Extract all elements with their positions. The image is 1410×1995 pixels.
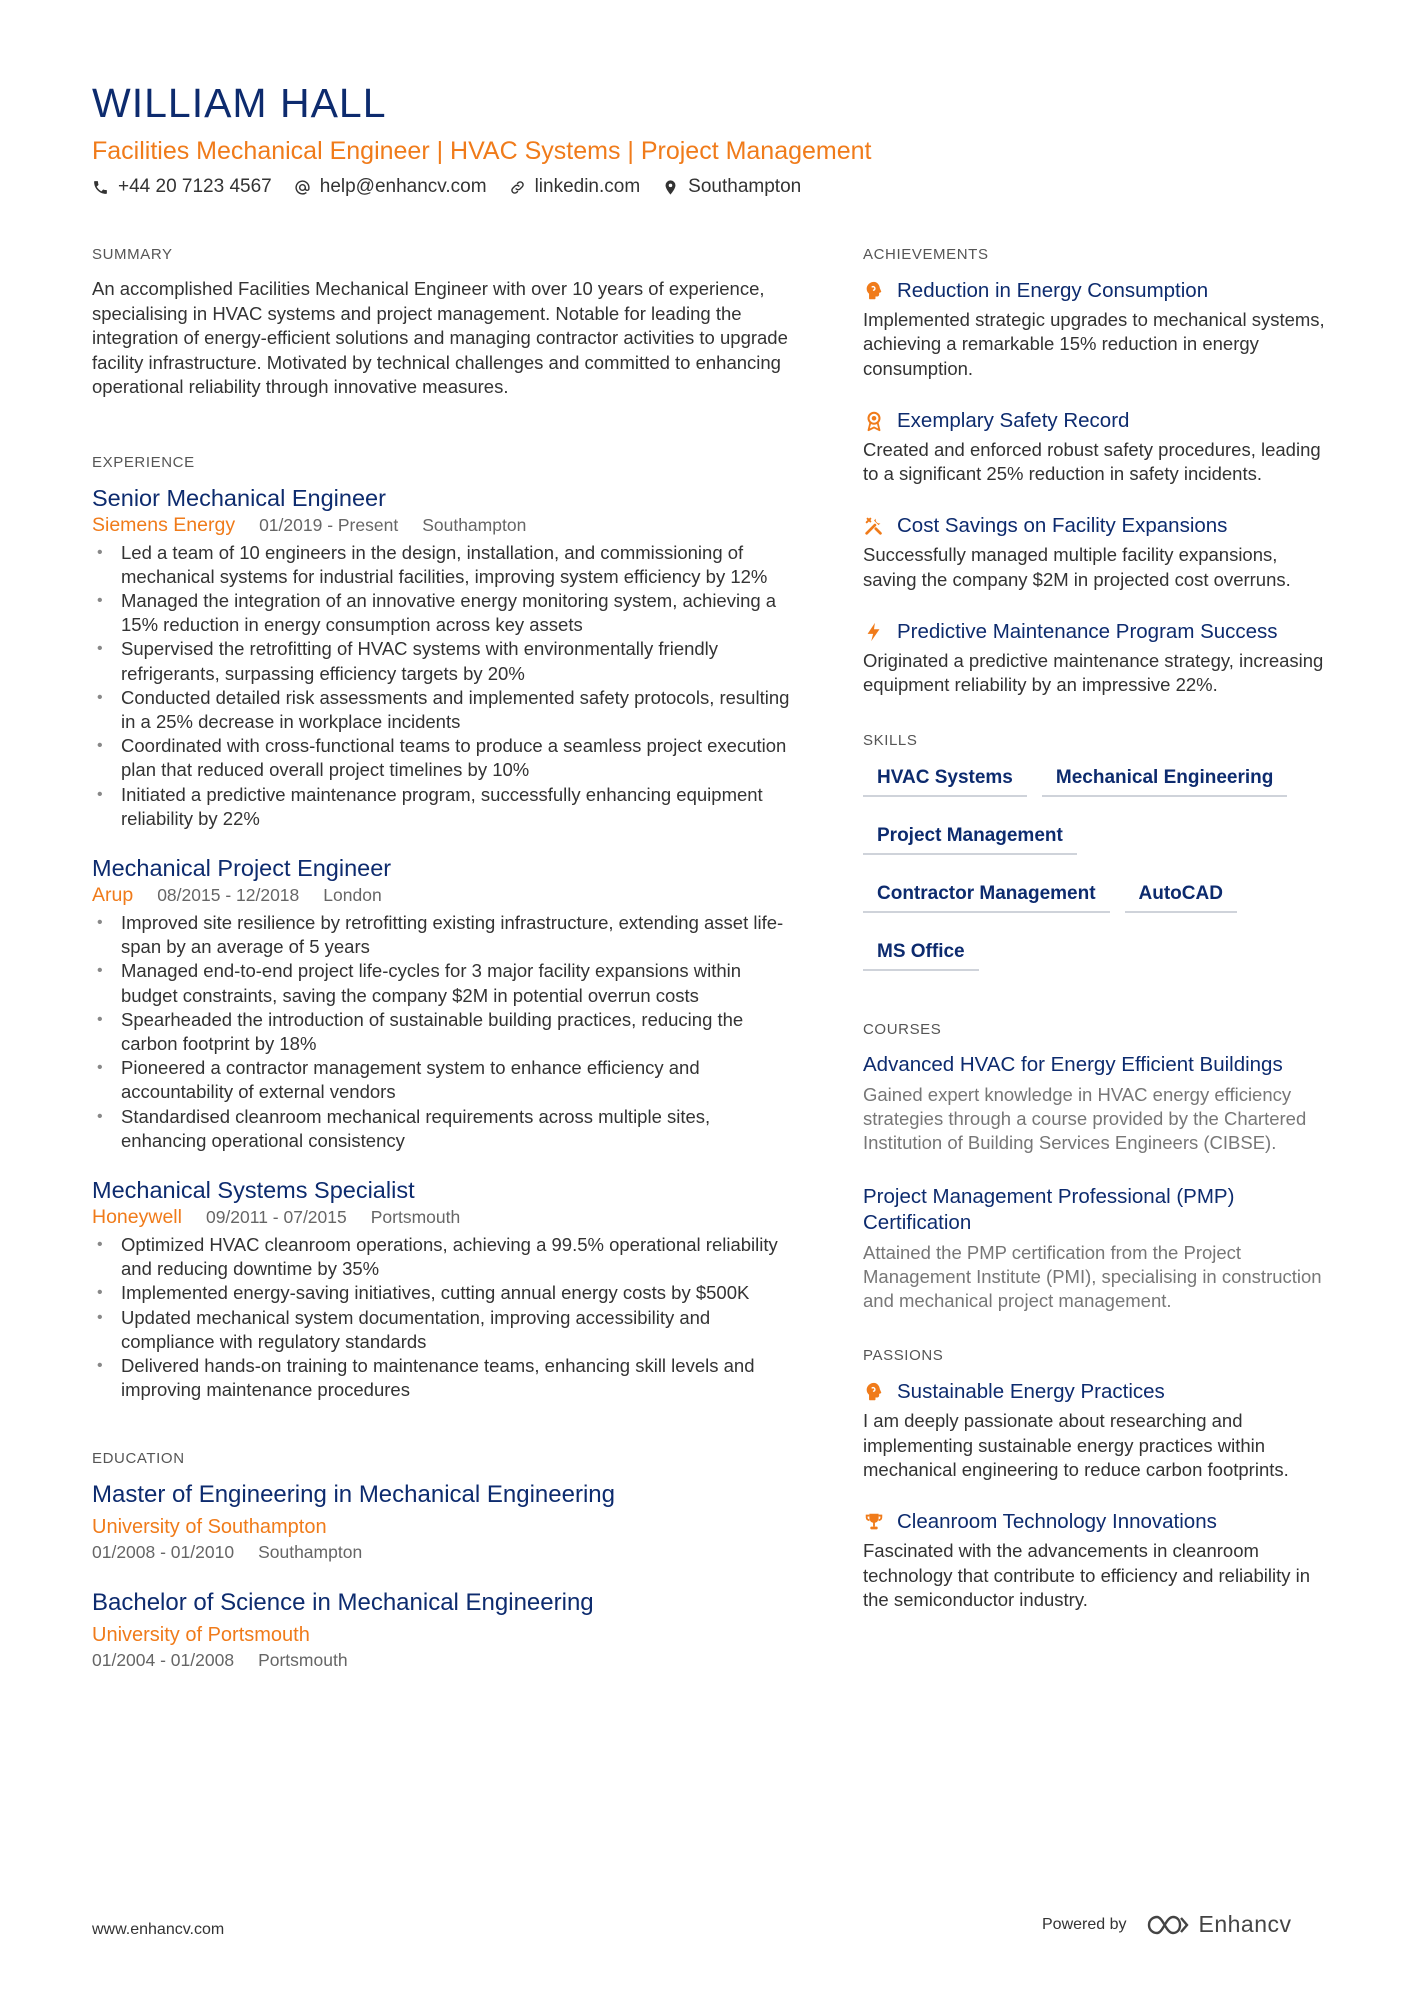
course-desc: Gained expert knowledge in HVAC energy efficiency strategies through a course provided by the Chartered Institution of Building Services Engineers (CIBSE). <box>863 1083 1307 1154</box>
job-location: London <box>323 884 382 905</box>
education-item <box>92 1587 792 1671</box>
contact-email-text: help@enhancv.com <box>319 176 487 197</box>
passion-desc: Fascinated with the advancements in cleanroom technology that contribute to efficiency and reliability in the semiconductor industry. <box>863 1540 1311 1610</box>
degree-title: Bachelor of Science in Mechanical Engineering <box>92 1589 594 1617</box>
job-company: Honeywell <box>92 1205 182 1228</box>
skill-tag: Contractor Management <box>863 877 1110 913</box>
footer-branding <box>1042 1911 1292 1938</box>
contact-phone <box>92 176 272 198</box>
job-bullet: • Delivered hands-on training to maintenance teams, enhancing skill levels and improving maintenance procedures <box>92 1354 792 1402</box>
left-column <box>92 246 792 1695</box>
education-location: Southampton <box>258 1542 363 1563</box>
passion-head <box>863 1378 1331 1406</box>
job-bullet: • Conducted detailed risk assessments and implemented safety protocols, resulting in a 25% decrease in workplace incidents <box>92 686 792 734</box>
achievement-desc: Successfully managed multiple facility expansions, saving the company $2M in projected cost overruns. <box>863 544 1291 590</box>
trophy-icon <box>863 1511 885 1533</box>
right-column <box>863 246 1331 1638</box>
achievement-item <box>863 407 1331 487</box>
job-title: Senior Mechanical Engineer <box>92 484 386 511</box>
job-bullet: • Supervised the retrofitting of HVAC systems with environmentally friendly refrigerants, surpassing efficiency targets by 20% <box>92 637 792 685</box>
achievement-item <box>863 512 1331 592</box>
skills-section <box>863 732 1331 971</box>
experience-item <box>92 1175 792 1402</box>
achievement-title: Exemplary Safety Record <box>897 408 1130 432</box>
course-item <box>863 1052 1331 1156</box>
contact-location-text: Southampton <box>688 176 802 197</box>
location-pin-icon <box>662 179 679 196</box>
tools-icon <box>863 515 885 537</box>
job-bullet: • Spearheaded the introduction of sustainable building practices, reducing the carbon footprint by 18% <box>92 1008 792 1056</box>
contact-phone-text: +44 20 7123 4567 <box>118 176 272 197</box>
powered-by-label: Powered by <box>1042 1915 1127 1933</box>
education-meta <box>92 1541 792 1563</box>
achievement-item <box>863 277 1331 381</box>
contact-location <box>662 176 801 198</box>
at-icon <box>294 179 311 196</box>
achievement-head <box>863 618 1331 646</box>
school-name: University of Portsmouth <box>92 1624 310 1647</box>
experience-item <box>92 853 792 1153</box>
degree-title: Master of Engineering in Mechanical Engineering <box>92 1481 615 1509</box>
brand-name: Enhancv <box>1198 1911 1292 1937</box>
job-bullet: • Updated mechanical system documentation, improving accessibility and compliance with regulatory standards <box>92 1306 792 1354</box>
job-bullet: • Managed the integration of an innovative energy monitoring system, achieving a 15% reduction in energy consumption across key assets <box>92 589 792 637</box>
candidate-name: WILLIAM HALL <box>92 80 387 126</box>
award-ribbon-icon <box>863 410 885 432</box>
passion-head <box>863 1508 1331 1536</box>
skills-heading: SKILLS <box>863 731 918 749</box>
job-bullets <box>92 541 792 831</box>
achievements-section <box>863 246 1331 698</box>
phone-icon <box>92 179 109 196</box>
summary-heading: SUMMARY <box>92 246 173 263</box>
brain-icon <box>863 1381 885 1403</box>
contact-linkedin[interactable] <box>509 176 641 198</box>
link-icon <box>509 179 526 196</box>
course-title: Project Management Professional (PMP) Certification <box>863 1184 1235 1234</box>
job-bullet: • Optimized HVAC cleanroom operations, achieving a 99.5% operational reliability and reducing downtime by 35% <box>92 1233 792 1281</box>
job-company: Siemens Energy <box>92 513 236 536</box>
summary-section <box>92 246 792 400</box>
skill-tag: Project Management <box>863 819 1077 855</box>
passion-title: Cleanroom Technology Innovations <box>897 1510 1217 1534</box>
contact-linkedin-text: linkedin.com <box>534 176 641 197</box>
achievement-item <box>863 618 1331 698</box>
job-meta <box>92 883 792 907</box>
enhancv-logo-icon <box>1145 1912 1191 1938</box>
job-dates: 09/2011 - 07/2015 <box>205 1206 347 1227</box>
footer-website[interactable]: www.enhancv.com <box>92 1921 225 1938</box>
education-heading: EDUCATION <box>92 1450 185 1468</box>
passions-heading: PASSIONS <box>863 1347 944 1365</box>
job-bullet: • Pioneered a contractor management system to enhance efficiency and accountability of external vendors <box>92 1056 792 1104</box>
achievements-heading: ACHIEVEMENTS <box>863 246 989 263</box>
passion-item <box>863 1508 1331 1612</box>
passion-desc: I am deeply passionate about researching and implementing sustainable energy practices within mechanical engineering to reduce carbon footprints. <box>863 1410 1289 1481</box>
job-bullet: • Initiated a predictive maintenance program, successfully enhancing equipment reliability by 22% <box>92 783 792 831</box>
achievement-head <box>863 512 1331 540</box>
job-company: Arup <box>92 883 134 906</box>
skill-tag: AutoCAD <box>1125 877 1237 913</box>
enhancv-logo[interactable] <box>1145 1911 1292 1938</box>
job-location: Portsmouth <box>370 1206 461 1227</box>
courses-section <box>863 1021 1331 1314</box>
summary-text: An accomplished Facilities Mechanical Engineer with over 10 years of experience, specialising in HVAC systems and project management. Notable for leading the integration of energy-efficient solutions and managing contractor activities to upgrade facility infrastructure. Motivated by technical challenges and committed to enhancing operational reliability through innovative measures. <box>92 278 788 397</box>
courses-heading: COURSES <box>863 1020 942 1038</box>
achievement-title: Predictive Maintenance Program Success <box>897 620 1278 644</box>
job-dates: 01/2019 - Present <box>259 514 399 535</box>
course-title: Advanced HVAC for Energy Efficient Buildings <box>863 1052 1283 1076</box>
experience-heading: EXPERIENCE <box>92 453 195 471</box>
job-meta <box>92 513 792 537</box>
job-bullet: • Led a team of 10 engineers in the design, installation, and commissioning of mechanical systems for industrial facilities, improving system efficiency by 12% <box>92 541 792 589</box>
experience-section <box>92 454 792 1403</box>
achievement-desc: Originated a predictive maintenance strategy, increasing equipment reliability by an impressive 22%. <box>863 650 1324 696</box>
job-meta <box>92 1205 792 1229</box>
course-desc: Attained the PMP certification from the Project Management Institute (PMI), specialising in construction and mechanical project management. <box>863 1241 1322 1312</box>
education-dates: 01/2004 - 01/2008 <box>92 1650 235 1671</box>
job-bullet: • Managed end-to-end project life-cycles for 3 major facility expansions within budget constraints, saving the company $2M in potential overrun costs <box>92 959 792 1007</box>
headline: Facilities Mechanical Engineer | HVAC Systems | Project Management <box>92 137 872 165</box>
passion-item <box>863 1378 1331 1482</box>
achievement-title: Reduction in Energy Consumption <box>897 279 1209 302</box>
job-bullet: • Standardised cleanroom mechanical requirements across multiple sites, enhancing operational consistency <box>92 1105 792 1153</box>
school-name: University of Southampton <box>92 1516 327 1539</box>
skills-list <box>863 761 1331 971</box>
job-dates: 08/2015 - 12/2018 <box>157 884 300 905</box>
achievement-desc: Implemented strategic upgrades to mechanical systems, achieving a remarkable 15% reduction in energy consumption. <box>863 309 1325 379</box>
job-bullets <box>92 911 792 1153</box>
education-location: Portsmouth <box>258 1650 348 1671</box>
job-bullets <box>92 1233 792 1402</box>
education-section <box>92 1450 792 1671</box>
job-title: Mechanical Project Engineer <box>92 854 392 881</box>
contact-bar <box>92 176 801 198</box>
skill-tag: HVAC Systems <box>863 761 1027 797</box>
education-item <box>92 1479 792 1563</box>
brain-icon <box>863 280 885 302</box>
achievement-head <box>863 407 1331 435</box>
job-bullet: • Coordinated with cross-functional teams to produce a seamless project execution plan that reduced overall project timelines by 10% <box>92 734 792 782</box>
lightning-icon <box>863 621 885 643</box>
achievement-title: Cost Savings on Facility Expansions <box>897 514 1228 538</box>
education-dates: 01/2008 - 01/2010 <box>92 1542 235 1563</box>
course-item <box>863 1184 1331 1314</box>
experience-item <box>92 483 792 831</box>
education-meta <box>92 1649 792 1671</box>
job-title: Mechanical Systems Specialist <box>92 1176 415 1203</box>
achievement-desc: Created and enforced robust safety procedures, leading to a significant 25% reduction in safety incidents. <box>863 438 1321 485</box>
job-bullet: • Improved site resilience by retrofitting existing infrastructure, extending asset life-span by an average of 5 years <box>92 911 792 959</box>
skill-tag: MS Office <box>863 935 979 971</box>
passions-section <box>863 1347 1331 1612</box>
job-bullet: • Implemented energy-saving initiatives, cutting annual energy costs by $500K <box>92 1281 792 1305</box>
achievement-head <box>863 277 1331 305</box>
skill-tag: Mechanical Engineering <box>1042 761 1288 797</box>
job-location: Southampton <box>422 514 527 535</box>
contact-email[interactable] <box>294 176 487 198</box>
passion-title: Sustainable Energy Practices <box>897 1380 1165 1404</box>
